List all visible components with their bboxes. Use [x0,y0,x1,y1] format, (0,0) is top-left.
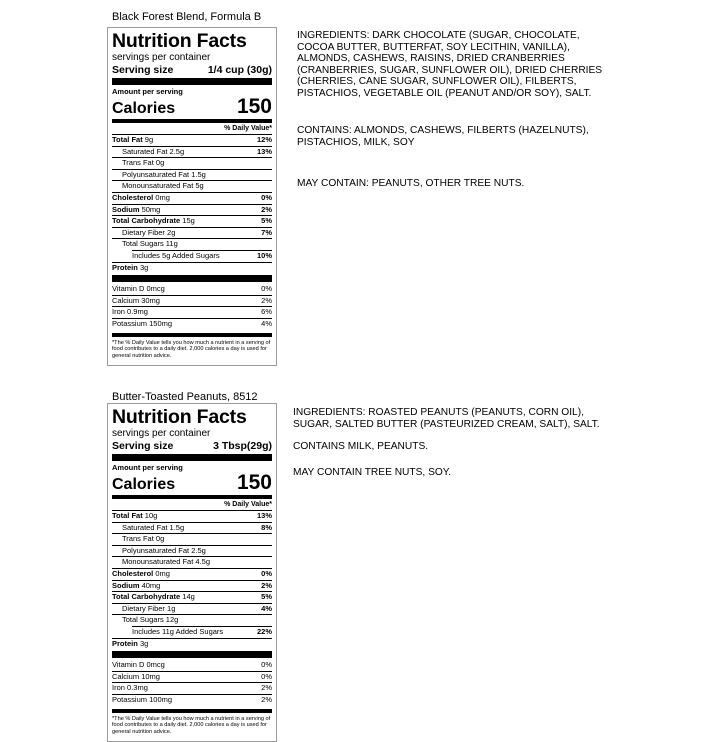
daily-value-header: % Daily Value* [224,501,272,508]
nutrient-name: Sodium [112,580,140,590]
nutrient-amount: 0mg [155,568,170,578]
nutrient-amount: 2.5g [191,545,206,555]
nutrient-row [112,556,272,568]
nutrient-row [112,238,272,250]
vitamin-row [112,682,272,694]
nutrient-name: Saturated Fat [122,522,168,532]
may-contain-text: MAY CONTAIN TREE NUTS, SOY. [293,467,452,478]
vitamin-amount: 0.3mg [127,683,148,693]
nutrient-dv: 13% [256,146,272,156]
nutrient-row [112,591,272,603]
nutrient-row [112,545,272,557]
nutrition-facts-panel [107,27,277,366]
vitamin-dv: 0% [261,284,272,294]
nutrient-amount: 11g [165,239,178,249]
nutrient-row [112,522,272,534]
vitamin-name: Calcium [112,295,140,305]
nutrient-amount: 1.5g [191,169,206,179]
product-title: Black Forest Blend, Formula B [112,11,262,23]
daily-value-header: % Daily Value* [224,125,272,132]
vitamin-name: Vitamin D [112,660,145,670]
nutrient-name: Dietary Fiber [122,603,165,613]
nutrient-row [112,638,272,650]
vitamin-name: Potassium [112,694,148,704]
nutrient-amount: 1.5g [169,522,185,532]
nutrient-name: Total Sugars [122,615,164,625]
nutrient-dv: 4% [261,603,272,613]
divider-thick [112,454,272,461]
nutrient-row [112,227,272,239]
nutrient-name: Protein [112,638,138,648]
vitamin-amount: 30mg [141,295,160,305]
nutrient-amount: 2g [167,227,176,237]
nutrient-name: Total Carbohydrate [112,592,181,602]
vitamin-row [112,306,272,318]
nutrient-dv: 13% [256,511,272,520]
nutrient-amount: 10g [144,511,158,520]
serving-size-label: Serving size [112,64,174,76]
nutrient-amount: 40mg [141,580,161,590]
vitamin-amount: 0mcg [146,660,165,670]
nutrient-dv: 12% [256,135,272,144]
nutrient-name: Includes 11g Added Sugars [132,626,224,636]
serving-size-label: Serving size [112,440,174,452]
nutrient-name: Polyunsaturated Fat [122,545,190,555]
nutrient-name: Total Fat [112,135,143,144]
vitamin-row [112,295,272,307]
vitamin-name: Iron [112,307,125,317]
nutrient-row [132,626,272,638]
nutrient-dv: 5% [261,592,272,602]
contains-text: CONTAINS MILK, PEANUTS. [293,441,429,452]
nutrient-amount: 3g [139,638,149,648]
nutrient-amount: 4.5g [195,557,210,567]
vitamin-amount: 150mg [149,318,173,328]
nutrient-amount: 1g [167,603,176,613]
nutrient-dv: 2% [261,580,272,590]
calories-label: Calories [112,476,176,493]
nutrient-dv: 22% [256,626,272,636]
vitamin-dv: 4% [261,318,272,328]
nutrient-dv: 0% [261,568,272,578]
amount-per-serving: Amount per serving [112,87,183,96]
nutrient-row [112,614,272,626]
nutrient-dv: 0% [261,192,272,202]
nutrient-name: Cholesterol [112,568,154,578]
vitamin-row [112,660,272,671]
nutrient-dv: 5% [261,216,272,226]
vitamin-name: Vitamin D [112,284,145,294]
nutrient-name: Polyunsaturated Fat [122,169,190,179]
vitamin-dv: 2% [261,295,272,305]
vitamin-name: Potassium [112,318,148,328]
nutrient-row [112,533,272,545]
nutrient-name: Sodium [112,204,140,214]
nutrient-dv: 8% [261,522,272,532]
servings-per-container: servings per container [112,428,211,439]
nutrient-row [112,215,272,227]
nutrient-amount: 50mg [141,204,161,214]
divider-thick [112,651,272,658]
nutrient-row [112,603,272,615]
nutrient-row [112,157,272,169]
vitamin-amount: 100mg [149,694,173,704]
nutrient-name: Monounsaturated Fat [122,557,194,567]
vitamin-amount: 0.9mg [127,307,148,317]
nutrient-row [112,510,272,522]
calories-row [112,472,272,494]
nutrient-name: Cholesterol [112,192,154,202]
nutrient-amount: 0g [155,534,165,544]
serving-size-value: 1/4 cup (30g) [207,64,272,76]
vitamin-dv: 2% [261,683,272,693]
daily-value-footnote: *The % Daily Value tells you how much a nutrient in a serving of food contributes to a daily diet. 2,000 calories a day is used for general nutrition advice. [112,333,272,360]
nutrition-facts-heading: Nutrition Facts [112,406,247,428]
nutrient-row [112,262,272,274]
product-title: Butter-Toasted Peanuts, 8512 [112,391,258,403]
nutrient-dv: 10% [256,250,272,260]
may-contain-text: MAY CONTAIN: PEANUTS, OTHER TREE NUTS. [297,178,525,189]
vitamin-row [112,284,272,295]
nutrient-amount: 0mg [155,192,170,202]
vitamin-row [112,318,272,330]
nutrient-dv: 2% [261,204,272,214]
nutrient-name: Total Fat [112,511,143,520]
calories-value: 150 [236,95,272,118]
nutrient-amount: 12g [165,615,179,625]
vitamin-row [112,694,272,706]
nutrient-amount: 9g [144,135,154,144]
nutrition-facts-heading: Nutrition Facts [112,30,247,52]
amount-per-serving: Amount per serving [112,463,183,472]
nutrient-row [112,134,272,146]
divider-medium [112,495,272,499]
nutrient-name: Trans Fat [122,534,154,544]
nutrient-amount: 2.5g [169,146,185,156]
nutrient-amount: 5g [195,181,204,191]
nutrition-facts-panel [107,403,277,742]
vitamin-dv: 6% [261,307,272,317]
nutrient-row [112,169,272,181]
nutrient-name: Saturated Fat [122,146,168,156]
serving-size-row [112,440,272,452]
vitamin-dv: 2% [261,694,272,704]
calories-label: Calories [112,100,176,117]
divider-medium [112,119,272,123]
vitamin-amount: 10mg [141,671,160,681]
vitamin-row [112,671,272,683]
nutrient-amount: 15g [182,216,195,226]
calories-value: 150 [236,471,272,494]
divider-thick [112,275,272,282]
vitamin-dv: 0% [261,660,272,670]
vitamin-name: Calcium [112,671,140,681]
servings-per-container: servings per container [112,52,211,63]
vitamin-amount: 0mcg [146,284,165,294]
nutrient-dv: 7% [261,227,272,237]
nutrient-amount: 14g [182,592,195,602]
serving-size-row [112,64,272,76]
nutrient-name: Total Sugars [122,239,164,249]
vitamin-dv: 0% [261,671,272,681]
ingredients-text: INGREDIENTS: ROASTED PEANUTS (PEANUTS, CORN OIL), SUGAR, SALTED BUTTER (PASTEURIZED CREAM, SALT), SALT. [293,407,600,430]
ingredients-text: INGREDIENTS: DARK CHOCOLATE (SUGAR, CHOCOLATE, COCOA BUTTER, BUTTERFAT, SOY LECITHIN, VANILLA), ALMONDS, CASHEWS, RAISINS, DRIED CRANBERRIES (CRANBERRIES, SUGAR, SUNFLOWER OIL), DRIED CHERRIES (CHERRIES, CANE SUGAR, SUNFLOWER OIL), FILBERTS, PISTACHIOS, VEGETABLE OIL (PEANUT AND/OR SOY), SALT. [297,30,603,99]
nutrient-row [112,204,272,216]
nutrient-row [112,146,272,158]
nutrient-amount: 0g [155,158,165,168]
nutrient-amount: 3g [139,262,149,272]
divider-thick [112,78,272,85]
nutrient-row [132,250,272,262]
nutrient-row [112,180,272,192]
nutrient-name: Protein [112,262,138,272]
nutrient-row [112,192,272,204]
nutrient-name: Trans Fat [122,158,154,168]
nutrient-name: Dietary Fiber [122,227,165,237]
nutrient-row [112,580,272,592]
nutrient-row [112,568,272,580]
daily-value-footnote: *The % Daily Value tells you how much a nutrient in a serving of food contributes to a daily diet. 2,000 calories a day is used for general nutrition advice. [112,709,272,736]
nutrient-name: Monounsaturated Fat [122,181,194,191]
nutrient-name: Includes 5g Added Sugars [132,250,220,260]
calories-row [112,96,272,118]
nutrient-name: Total Carbohydrate [112,216,181,226]
serving-size-value: 3 Tbsp(29g) [213,440,272,452]
contains-text: CONTAINS: ALMONDS, CASHEWS, FILBERTS (HAZELNUTS), PISTACHIOS, MILK, SOY [297,125,589,148]
vitamin-name: Iron [112,683,125,693]
